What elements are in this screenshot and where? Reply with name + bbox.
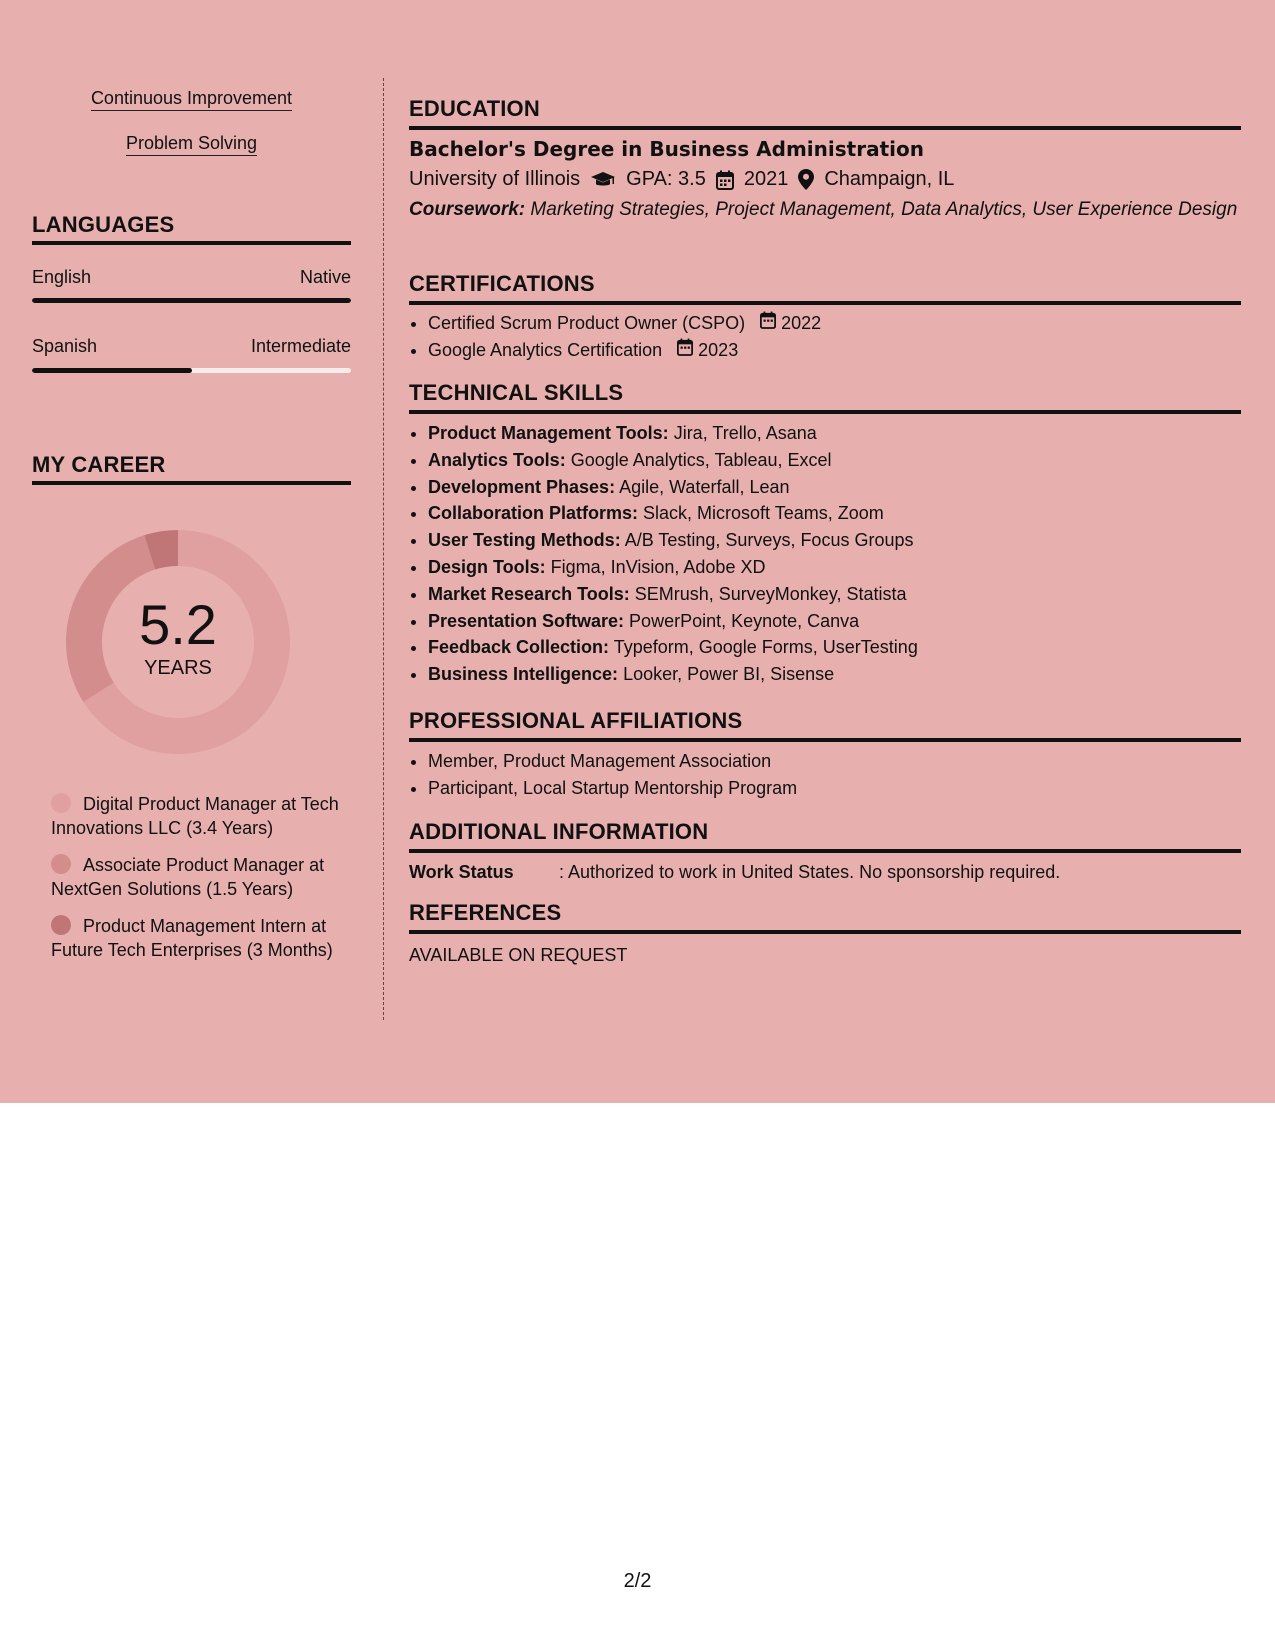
calendar-icon — [760, 311, 776, 329]
affiliations-heading: PROFESSIONAL AFFILIATIONS — [409, 708, 1241, 742]
certifications-heading: CERTIFICATIONS — [409, 271, 1241, 305]
tech-skill-label: Market Research Tools: — [428, 583, 630, 604]
certification-item — [428, 337, 1240, 364]
tech-skill-label: Business Intelligence: — [428, 664, 619, 685]
affiliations-list — [409, 748, 1240, 802]
calendar-icon — [677, 338, 693, 356]
coursework-label: Coursework: — [409, 199, 526, 220]
calendar-icon — [716, 170, 734, 190]
language-level: Intermediate — [250, 336, 351, 356]
tech-skill-label: Presentation Software: — [428, 610, 625, 631]
skill-item — [32, 133, 351, 154]
education-details — [409, 168, 954, 191]
language-proficiency-bar — [32, 298, 351, 303]
tech-skill-label: Design Tools: — [428, 556, 546, 577]
school-location: Champaign, IL — [824, 168, 955, 190]
tech-skill-item — [428, 554, 1240, 581]
work-status-row — [409, 862, 1060, 883]
tech-skill-item — [428, 661, 1240, 688]
career-legend-item — [51, 914, 341, 962]
tech-skill-item — [428, 581, 1240, 608]
language-row — [32, 267, 351, 288]
certification-name: Certified Scrum Product Owner (CSPO) — [428, 313, 746, 333]
tech-skill-value: A/B Testing, Surveys, Focus Groups — [620, 530, 914, 551]
certification-year: 2022 — [781, 313, 822, 333]
certification-year: 2023 — [698, 340, 739, 360]
tech-skill-value: PowerPoint, Keynote, Canva — [624, 610, 860, 631]
tech-skill-item — [428, 500, 1240, 527]
graduation-cap-icon — [590, 171, 616, 189]
tech-skill-label: User Testing Methods: — [428, 530, 621, 551]
skill-label: Continuous Improvement — [91, 88, 292, 111]
legend-dot — [51, 854, 71, 874]
gpa: GPA: 3.5 — [626, 168, 706, 190]
coursework — [409, 198, 1241, 222]
page-number: 2/2 — [623, 1570, 652, 1592]
column-divider — [383, 78, 384, 1020]
tech-skill-item — [428, 474, 1240, 501]
career-total-unit: YEARS — [144, 656, 212, 679]
tech-skill-label: Development Phases: — [428, 476, 616, 497]
language-name: English — [32, 267, 92, 287]
career-heading: MY CAREER — [32, 452, 351, 485]
legend-dot — [51, 793, 71, 813]
language-proficiency-fill — [32, 368, 192, 373]
tech-skill-item — [428, 420, 1240, 447]
tech-skill-value: Google Analytics, Tableau, Excel — [565, 449, 832, 470]
language-level: Native — [299, 267, 351, 287]
references-text: AVAILABLE ON REQUEST — [409, 945, 628, 965]
career-legend-item — [51, 792, 341, 840]
school-name: University of Illinois — [409, 168, 581, 190]
certifications-list — [409, 310, 1240, 364]
tech-skill-value: Agile, Waterfall, Lean — [615, 476, 790, 497]
references-heading: REFERENCES — [409, 900, 1241, 934]
skill-label: Problem Solving — [126, 133, 257, 156]
languages-heading: LANGUAGES — [32, 212, 351, 245]
work-status-value: : Authorized to work in United States. No sponsorship required. — [559, 862, 1061, 882]
coursework-list: Marketing Strategies, Project Management, Data Analytics, User Experience Design — [525, 199, 1238, 220]
certification-item — [428, 310, 1240, 337]
education-heading: EDUCATION — [409, 96, 1241, 130]
graduation-year: 2021 — [743, 168, 789, 190]
career-donut-chart — [66, 530, 290, 754]
tech-skill-label: Analytics Tools: — [428, 449, 566, 470]
affiliation-item: • Participant, Local Startup Mentorship Program — [428, 775, 1240, 802]
career-total-value: 5.2 — [139, 592, 217, 656]
technical-skills-heading: TECHNICAL SKILLS — [409, 380, 1241, 414]
career-total — [66, 530, 290, 754]
tech-skill-value: Slack, Microsoft Teams, Zoom — [638, 503, 884, 524]
career-legend-text: Associate Product Manager at NextGen Solutions (1.5 Years) — [51, 855, 325, 899]
tech-skill-value: Figma, InVision, Adobe XD — [545, 556, 766, 577]
skill-item — [32, 88, 351, 109]
language-row — [32, 336, 351, 357]
tech-skill-label: Product Management Tools: — [428, 423, 669, 443]
legend-dot — [51, 915, 71, 935]
degree-title: Bachelor's Degree in Business Administration — [409, 137, 924, 161]
career-legend-item — [51, 853, 341, 901]
tech-skill-label: Feedback Collection: — [428, 637, 610, 658]
tech-skill-value: Typeform, Google Forms, UserTesting — [609, 637, 918, 658]
affiliation-item: • Member, Product Management Association — [428, 748, 1240, 775]
tech-skill-item — [428, 527, 1240, 554]
technical-skills-list — [409, 420, 1240, 688]
career-legend-text: Product Management Intern at Future Tech Enterprises (3 Months) — [51, 916, 333, 960]
tech-skill-value: SEMrush, SurveyMonkey, Statista — [629, 583, 907, 604]
language-name: Spanish — [32, 336, 98, 356]
work-status-label: Work Status — [409, 862, 514, 882]
tech-skill-label: Collaboration Platforms: — [428, 503, 639, 524]
location-pin-icon — [798, 169, 814, 190]
tech-skill-item — [428, 634, 1240, 661]
additional-info-heading: ADDITIONAL INFORMATION — [409, 819, 1241, 853]
tech-skill-item — [428, 447, 1240, 474]
career-legend-text: Digital Product Manager at Tech Innovations LLC (3.4 Years) — [51, 794, 339, 838]
language-proficiency-fill — [32, 298, 351, 303]
certification-name: Google Analytics Certification — [428, 340, 663, 360]
tech-skill-value: Jira, Trello, Asana — [668, 423, 817, 443]
language-proficiency-bar — [32, 368, 351, 373]
tech-skill-item — [428, 608, 1240, 635]
tech-skill-value: Looker, Power BI, Sisense — [618, 664, 835, 685]
